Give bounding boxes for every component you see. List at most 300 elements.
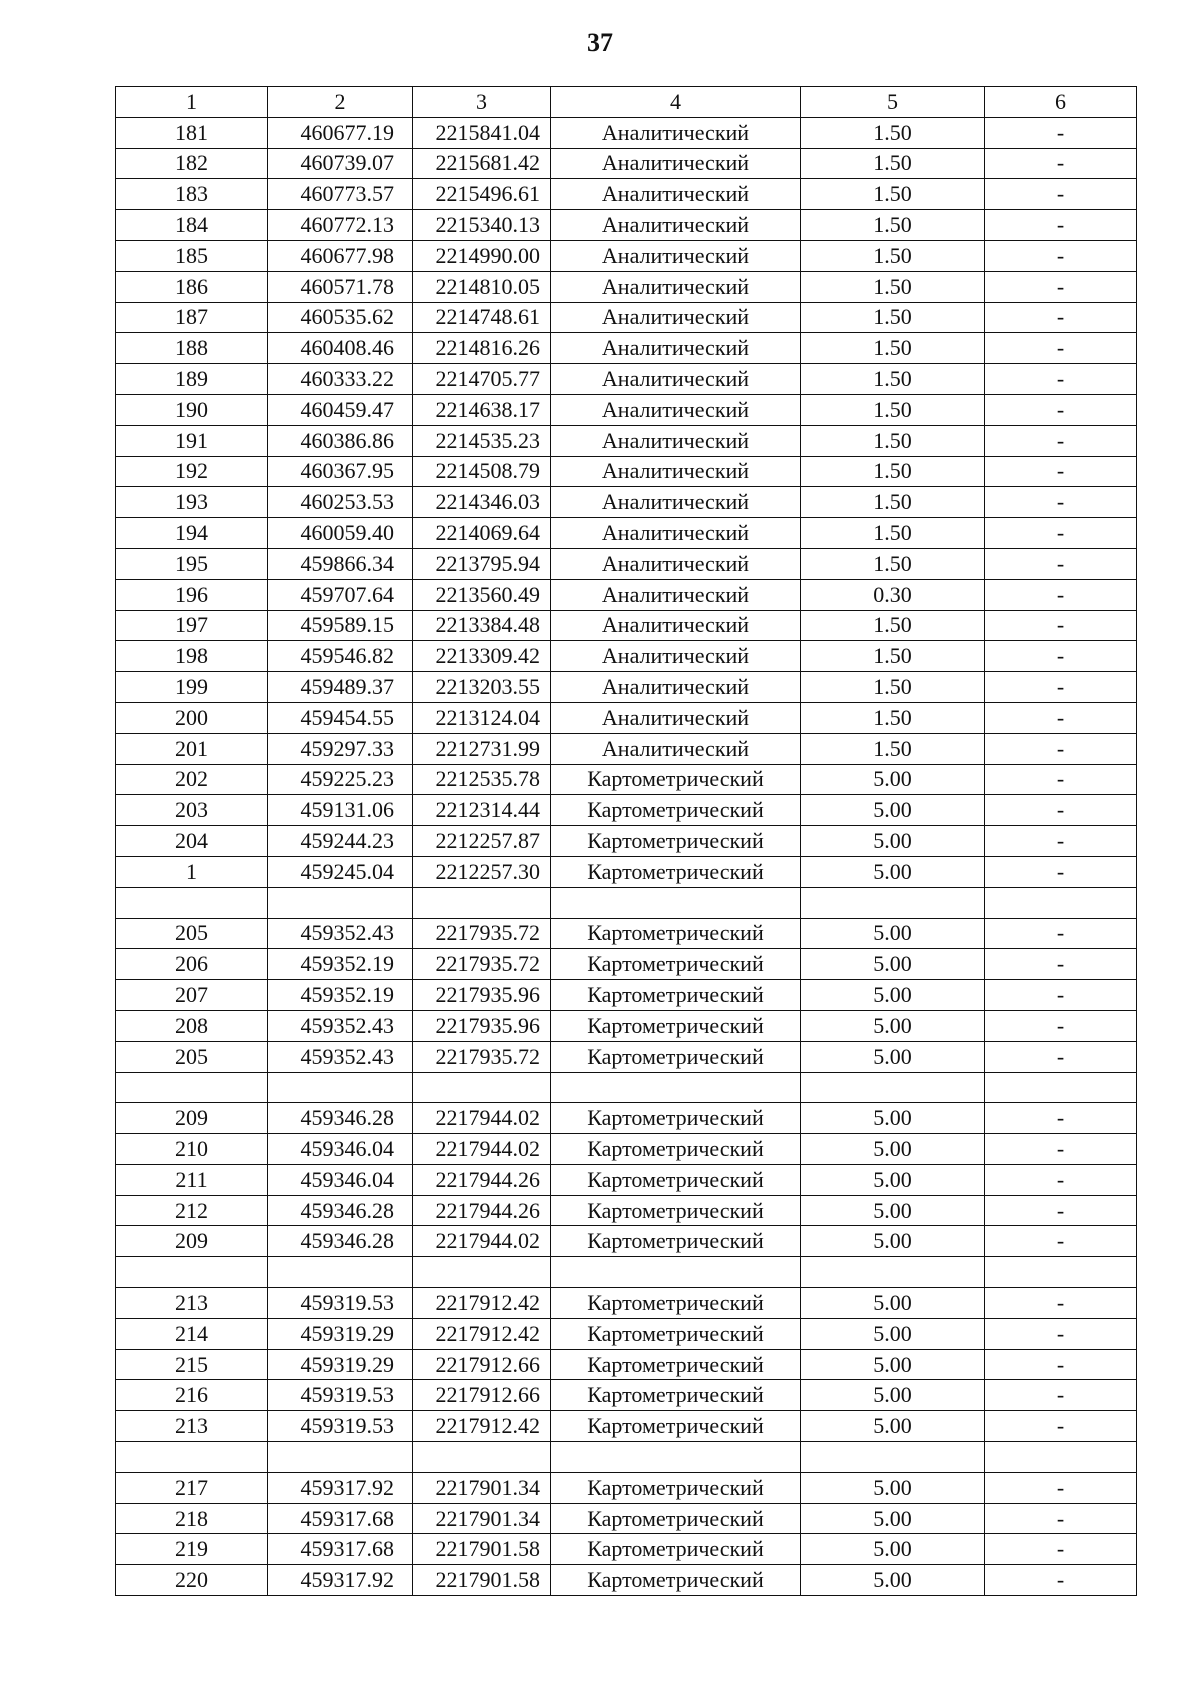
- note-cell: [985, 887, 1137, 918]
- note-cell: -: [985, 487, 1137, 518]
- note-cell: -: [985, 1010, 1137, 1041]
- note-cell: -: [985, 148, 1137, 179]
- accuracy-cell: 5.00: [801, 980, 985, 1011]
- note-cell: -: [985, 795, 1137, 826]
- y-coordinate-cell: [413, 887, 551, 918]
- y-coordinate-cell: [413, 1257, 551, 1288]
- column-header-2: 2: [268, 87, 413, 118]
- x-coordinate-cell: 460333.22: [268, 364, 413, 395]
- table-row: [116, 1380, 1137, 1411]
- x-coordinate-cell: 460677.98: [268, 240, 413, 271]
- accuracy-cell: 5.00: [801, 918, 985, 949]
- table-row: [116, 1164, 1137, 1195]
- accuracy-cell: 1.50: [801, 302, 985, 333]
- x-coordinate-cell: 459352.43: [268, 1041, 413, 1072]
- accuracy-cell: 1.50: [801, 333, 985, 364]
- table-row: [116, 487, 1137, 518]
- point-number-cell: 203: [116, 795, 268, 826]
- method-cell: Аналитический: [551, 333, 801, 364]
- accuracy-cell: 5.00: [801, 795, 985, 826]
- accuracy-cell: 5.00: [801, 1164, 985, 1195]
- accuracy-cell: 5.00: [801, 1195, 985, 1226]
- method-cell: Картометрический: [551, 1534, 801, 1565]
- x-coordinate-cell: 459297.33: [268, 733, 413, 764]
- y-coordinate-cell: 2217935.72: [413, 918, 551, 949]
- point-number-cell: 220: [116, 1565, 268, 1596]
- method-cell: Аналитический: [551, 733, 801, 764]
- method-cell: Картометрический: [551, 1164, 801, 1195]
- note-cell: -: [985, 456, 1137, 487]
- accuracy-cell: 5.00: [801, 1380, 985, 1411]
- accuracy-cell: 1.50: [801, 456, 985, 487]
- accuracy-cell: 0.30: [801, 579, 985, 610]
- point-number-cell: 198: [116, 641, 268, 672]
- x-coordinate-cell: [268, 1442, 413, 1473]
- y-coordinate-cell: 2214508.79: [413, 456, 551, 487]
- table-row: [116, 240, 1137, 271]
- x-coordinate-cell: 459454.55: [268, 702, 413, 733]
- note-cell: -: [985, 425, 1137, 456]
- note-cell: -: [985, 1411, 1137, 1442]
- accuracy-cell: 1.50: [801, 610, 985, 641]
- y-coordinate-cell: 2217901.58: [413, 1534, 551, 1565]
- x-coordinate-cell: 459319.53: [268, 1288, 413, 1319]
- table-row: [116, 1534, 1137, 1565]
- note-cell: -: [985, 1472, 1137, 1503]
- x-coordinate-cell: 460571.78: [268, 271, 413, 302]
- point-number-cell: 214: [116, 1318, 268, 1349]
- x-coordinate-cell: 459317.92: [268, 1565, 413, 1596]
- table-row: [116, 179, 1137, 210]
- y-coordinate-cell: 2217901.34: [413, 1503, 551, 1534]
- table-row: [116, 579, 1137, 610]
- note-cell: -: [985, 672, 1137, 703]
- y-coordinate-cell: 2212731.99: [413, 733, 551, 764]
- note-cell: [985, 1442, 1137, 1473]
- point-number-cell: 193: [116, 487, 268, 518]
- note-cell: -: [985, 1534, 1137, 1565]
- y-coordinate-cell: 2214069.64: [413, 518, 551, 549]
- y-coordinate-cell: 2217944.02: [413, 1134, 551, 1165]
- table-row: [116, 333, 1137, 364]
- x-coordinate-cell: 459866.34: [268, 548, 413, 579]
- method-cell: [551, 1257, 801, 1288]
- accuracy-cell: 1.50: [801, 641, 985, 672]
- x-coordinate-cell: 459352.19: [268, 949, 413, 980]
- method-cell: Картометрический: [551, 1041, 801, 1072]
- point-number-cell: 208: [116, 1010, 268, 1041]
- point-number-cell: 191: [116, 425, 268, 456]
- accuracy-cell: 5.00: [801, 1041, 985, 1072]
- note-cell: -: [985, 980, 1137, 1011]
- x-coordinate-cell: 460253.53: [268, 487, 413, 518]
- accuracy-cell: 1.50: [801, 672, 985, 703]
- point-number-cell: 186: [116, 271, 268, 302]
- accuracy-cell: 1.50: [801, 179, 985, 210]
- point-number-cell: 185: [116, 240, 268, 271]
- point-number-cell: 209: [116, 1103, 268, 1134]
- y-coordinate-cell: 2217912.66: [413, 1349, 551, 1380]
- accuracy-cell: 1.50: [801, 733, 985, 764]
- note-cell: -: [985, 702, 1137, 733]
- method-cell: Картометрический: [551, 1472, 801, 1503]
- point-number-cell: 1: [116, 856, 268, 887]
- method-cell: Аналитический: [551, 548, 801, 579]
- table-row: [116, 826, 1137, 857]
- point-number-cell: 209: [116, 1226, 268, 1257]
- accuracy-cell: 5.00: [801, 1565, 985, 1596]
- accuracy-cell: [801, 1072, 985, 1103]
- table-row: [116, 1195, 1137, 1226]
- accuracy-cell: 5.00: [801, 949, 985, 980]
- accuracy-cell: 5.00: [801, 1318, 985, 1349]
- y-coordinate-cell: 2212257.30: [413, 856, 551, 887]
- point-number-cell: 187: [116, 302, 268, 333]
- table-row: [116, 1472, 1137, 1503]
- method-cell: Аналитический: [551, 487, 801, 518]
- y-coordinate-cell: 2215681.42: [413, 148, 551, 179]
- method-cell: Аналитический: [551, 210, 801, 241]
- x-coordinate-cell: 460386.86: [268, 425, 413, 456]
- method-cell: Картометрический: [551, 918, 801, 949]
- method-cell: [551, 1442, 801, 1473]
- x-coordinate-cell: 459131.06: [268, 795, 413, 826]
- x-coordinate-cell: 459352.43: [268, 918, 413, 949]
- table-row: [116, 1226, 1137, 1257]
- method-cell: Картометрический: [551, 1565, 801, 1596]
- y-coordinate-cell: 2212535.78: [413, 764, 551, 795]
- x-coordinate-cell: 459346.28: [268, 1103, 413, 1134]
- x-coordinate-cell: 460772.13: [268, 210, 413, 241]
- accuracy-cell: [801, 1442, 985, 1473]
- note-cell: -: [985, 1041, 1137, 1072]
- point-number-cell: 213: [116, 1411, 268, 1442]
- point-number-cell: 184: [116, 210, 268, 241]
- method-cell: Картометрический: [551, 1503, 801, 1534]
- x-coordinate-cell: 460408.46: [268, 333, 413, 364]
- y-coordinate-cell: 2214705.77: [413, 364, 551, 395]
- table-row: [116, 117, 1137, 148]
- point-number-cell: 216: [116, 1380, 268, 1411]
- accuracy-cell: [801, 887, 985, 918]
- table-row: [116, 425, 1137, 456]
- table-row: [116, 1503, 1137, 1534]
- method-cell: Аналитический: [551, 456, 801, 487]
- method-cell: Аналитический: [551, 702, 801, 733]
- header-row: [116, 87, 1137, 118]
- method-cell: Аналитический: [551, 641, 801, 672]
- point-number-cell: 219: [116, 1534, 268, 1565]
- x-coordinate-cell: 460367.95: [268, 456, 413, 487]
- accuracy-cell: 1.50: [801, 394, 985, 425]
- y-coordinate-cell: [413, 1442, 551, 1473]
- method-cell: Картометрический: [551, 856, 801, 887]
- x-coordinate-cell: 459317.68: [268, 1503, 413, 1534]
- method-cell: Картометрический: [551, 1380, 801, 1411]
- table-row: [116, 1411, 1137, 1442]
- accuracy-cell: 5.00: [801, 1472, 985, 1503]
- point-number-cell: 207: [116, 980, 268, 1011]
- y-coordinate-cell: 2213309.42: [413, 641, 551, 672]
- method-cell: Аналитический: [551, 518, 801, 549]
- method-cell: Аналитический: [551, 302, 801, 333]
- x-coordinate-cell: 459244.23: [268, 826, 413, 857]
- y-coordinate-cell: 2214535.23: [413, 425, 551, 456]
- accuracy-cell: 5.00: [801, 856, 985, 887]
- accuracy-cell: 1.50: [801, 148, 985, 179]
- method-cell: Аналитический: [551, 271, 801, 302]
- note-cell: -: [985, 1134, 1137, 1165]
- table-row: [116, 1041, 1137, 1072]
- y-coordinate-cell: 2213795.94: [413, 548, 551, 579]
- page-number: 37: [587, 28, 613, 57]
- note-cell: -: [985, 117, 1137, 148]
- method-cell: Аналитический: [551, 148, 801, 179]
- table-row: [116, 1257, 1137, 1288]
- x-coordinate-cell: 459707.64: [268, 579, 413, 610]
- point-number-cell: 213: [116, 1288, 268, 1319]
- method-cell: Аналитический: [551, 117, 801, 148]
- point-number-cell: 189: [116, 364, 268, 395]
- accuracy-cell: 1.50: [801, 210, 985, 241]
- y-coordinate-cell: 2217912.66: [413, 1380, 551, 1411]
- accuracy-cell: 5.00: [801, 1411, 985, 1442]
- note-cell: -: [985, 641, 1137, 672]
- method-cell: Картометрический: [551, 1318, 801, 1349]
- column-header-4: 4: [551, 87, 801, 118]
- note-cell: -: [985, 579, 1137, 610]
- point-number-cell: 188: [116, 333, 268, 364]
- table-row: [116, 1072, 1137, 1103]
- y-coordinate-cell: 2215841.04: [413, 117, 551, 148]
- method-cell: Аналитический: [551, 179, 801, 210]
- method-cell: Аналитический: [551, 579, 801, 610]
- accuracy-cell: 1.50: [801, 271, 985, 302]
- point-number-cell: 205: [116, 918, 268, 949]
- x-coordinate-cell: 459346.04: [268, 1134, 413, 1165]
- note-cell: -: [985, 733, 1137, 764]
- table-body: [116, 117, 1137, 1595]
- y-coordinate-cell: 2217944.02: [413, 1103, 551, 1134]
- point-number-cell: 195: [116, 548, 268, 579]
- point-number-cell: 215: [116, 1349, 268, 1380]
- note-cell: -: [985, 240, 1137, 271]
- method-cell: Аналитический: [551, 672, 801, 703]
- point-number-cell: 182: [116, 148, 268, 179]
- method-cell: Картометрический: [551, 1411, 801, 1442]
- table-row: [116, 918, 1137, 949]
- x-coordinate-cell: 459317.68: [268, 1534, 413, 1565]
- note-cell: -: [985, 1349, 1137, 1380]
- x-coordinate-cell: 460677.19: [268, 117, 413, 148]
- point-number-cell: 205: [116, 1041, 268, 1072]
- note-cell: [985, 1257, 1137, 1288]
- method-cell: Картометрический: [551, 1134, 801, 1165]
- table-row: [116, 949, 1137, 980]
- y-coordinate-cell: 2217944.26: [413, 1195, 551, 1226]
- note-cell: -: [985, 1380, 1137, 1411]
- y-coordinate-cell: 2213384.48: [413, 610, 551, 641]
- y-coordinate-cell: 2217935.96: [413, 980, 551, 1011]
- table-row: [116, 980, 1137, 1011]
- x-coordinate-cell: [268, 887, 413, 918]
- note-cell: -: [985, 610, 1137, 641]
- method-cell: Картометрический: [551, 980, 801, 1011]
- method-cell: Картометрический: [551, 795, 801, 826]
- y-coordinate-cell: 2215496.61: [413, 179, 551, 210]
- point-number-cell: 212: [116, 1195, 268, 1226]
- note-cell: -: [985, 271, 1137, 302]
- coordinates-table: [115, 86, 1137, 1596]
- x-coordinate-cell: 459352.19: [268, 980, 413, 1011]
- note-cell: -: [985, 364, 1137, 395]
- table-row: [116, 702, 1137, 733]
- note-cell: -: [985, 1226, 1137, 1257]
- point-number-cell: 194: [116, 518, 268, 549]
- y-coordinate-cell: 2213124.04: [413, 702, 551, 733]
- table-row: [116, 548, 1137, 579]
- point-number-cell: 201: [116, 733, 268, 764]
- table-row: [116, 1103, 1137, 1134]
- table-row: [116, 302, 1137, 333]
- x-coordinate-cell: 459317.92: [268, 1472, 413, 1503]
- note-cell: -: [985, 518, 1137, 549]
- method-cell: Картометрический: [551, 1226, 801, 1257]
- method-cell: Картометрический: [551, 1288, 801, 1319]
- point-number-cell: [116, 1442, 268, 1473]
- table-row: [116, 148, 1137, 179]
- note-cell: -: [985, 394, 1137, 425]
- method-cell: Картометрический: [551, 1195, 801, 1226]
- x-coordinate-cell: 460059.40: [268, 518, 413, 549]
- note-cell: -: [985, 856, 1137, 887]
- note-cell: -: [985, 826, 1137, 857]
- column-header-6: 6: [985, 87, 1137, 118]
- table-row: [116, 856, 1137, 887]
- note-cell: -: [985, 1103, 1137, 1134]
- note-cell: -: [985, 1195, 1137, 1226]
- point-number-cell: 190: [116, 394, 268, 425]
- table-row: [116, 672, 1137, 703]
- x-coordinate-cell: 459489.37: [268, 672, 413, 703]
- point-number-cell: 218: [116, 1503, 268, 1534]
- x-coordinate-cell: 460739.07: [268, 148, 413, 179]
- note-cell: -: [985, 1503, 1137, 1534]
- y-coordinate-cell: 2217912.42: [413, 1318, 551, 1349]
- table-row: [116, 210, 1137, 241]
- point-number-cell: 192: [116, 456, 268, 487]
- y-coordinate-cell: 2217901.58: [413, 1565, 551, 1596]
- x-coordinate-cell: [268, 1257, 413, 1288]
- x-coordinate-cell: 460535.62: [268, 302, 413, 333]
- accuracy-cell: 1.50: [801, 240, 985, 271]
- x-coordinate-cell: 459589.15: [268, 610, 413, 641]
- y-coordinate-cell: 2215340.13: [413, 210, 551, 241]
- note-cell: -: [985, 918, 1137, 949]
- x-coordinate-cell: 459319.53: [268, 1380, 413, 1411]
- accuracy-cell: [801, 1257, 985, 1288]
- note-cell: -: [985, 1164, 1137, 1195]
- table-row: [116, 1349, 1137, 1380]
- accuracy-cell: 5.00: [801, 1134, 985, 1165]
- method-cell: Аналитический: [551, 364, 801, 395]
- accuracy-cell: 1.50: [801, 364, 985, 395]
- accuracy-cell: 5.00: [801, 1226, 985, 1257]
- method-cell: Картометрический: [551, 826, 801, 857]
- column-header-5: 5: [801, 87, 985, 118]
- table-row: [116, 364, 1137, 395]
- table-row: [116, 456, 1137, 487]
- point-number-cell: [116, 1072, 268, 1103]
- point-number-cell: 217: [116, 1472, 268, 1503]
- y-coordinate-cell: 2213560.49: [413, 579, 551, 610]
- x-coordinate-cell: 459346.28: [268, 1195, 413, 1226]
- point-number-cell: 206: [116, 949, 268, 980]
- point-number-cell: [116, 887, 268, 918]
- x-coordinate-cell: 460459.47: [268, 394, 413, 425]
- x-coordinate-cell: 459546.82: [268, 641, 413, 672]
- point-number-cell: 211: [116, 1164, 268, 1195]
- accuracy-cell: 1.50: [801, 518, 985, 549]
- x-coordinate-cell: 460773.57: [268, 179, 413, 210]
- table-row: [116, 1318, 1137, 1349]
- note-cell: -: [985, 210, 1137, 241]
- y-coordinate-cell: 2217935.72: [413, 949, 551, 980]
- accuracy-cell: 5.00: [801, 826, 985, 857]
- accuracy-cell: 5.00: [801, 1010, 985, 1041]
- table-row: [116, 610, 1137, 641]
- table-row: [116, 733, 1137, 764]
- note-cell: -: [985, 1288, 1137, 1319]
- y-coordinate-cell: 2217944.26: [413, 1164, 551, 1195]
- x-coordinate-cell: 459346.04: [268, 1164, 413, 1195]
- point-number-cell: 200: [116, 702, 268, 733]
- accuracy-cell: 1.50: [801, 425, 985, 456]
- note-cell: [985, 1072, 1137, 1103]
- note-cell: -: [985, 1318, 1137, 1349]
- method-cell: Картометрический: [551, 764, 801, 795]
- x-coordinate-cell: 459346.28: [268, 1226, 413, 1257]
- x-coordinate-cell: 459352.43: [268, 1010, 413, 1041]
- point-number-cell: 196: [116, 579, 268, 610]
- table-header: [116, 87, 1137, 118]
- method-cell: Аналитический: [551, 425, 801, 456]
- y-coordinate-cell: 2212314.44: [413, 795, 551, 826]
- method-cell: Картометрический: [551, 1349, 801, 1380]
- accuracy-cell: 5.00: [801, 1103, 985, 1134]
- table-row: [116, 1010, 1137, 1041]
- table-row: [116, 394, 1137, 425]
- accuracy-cell: 5.00: [801, 1349, 985, 1380]
- method-cell: Картометрический: [551, 1010, 801, 1041]
- method-cell: Картометрический: [551, 949, 801, 980]
- note-cell: -: [985, 548, 1137, 579]
- column-header-3: 3: [413, 87, 551, 118]
- y-coordinate-cell: 2212257.87: [413, 826, 551, 857]
- x-coordinate-cell: 459319.29: [268, 1349, 413, 1380]
- table-row: [116, 795, 1137, 826]
- table-row: [116, 887, 1137, 918]
- table-row: [116, 764, 1137, 795]
- table-row: [116, 1288, 1137, 1319]
- x-coordinate-cell: 459319.29: [268, 1318, 413, 1349]
- y-coordinate-cell: 2214346.03: [413, 487, 551, 518]
- method-cell: [551, 887, 801, 918]
- point-number-cell: 199: [116, 672, 268, 703]
- y-coordinate-cell: 2217901.34: [413, 1472, 551, 1503]
- point-number-cell: 181: [116, 117, 268, 148]
- y-coordinate-cell: 2217935.96: [413, 1010, 551, 1041]
